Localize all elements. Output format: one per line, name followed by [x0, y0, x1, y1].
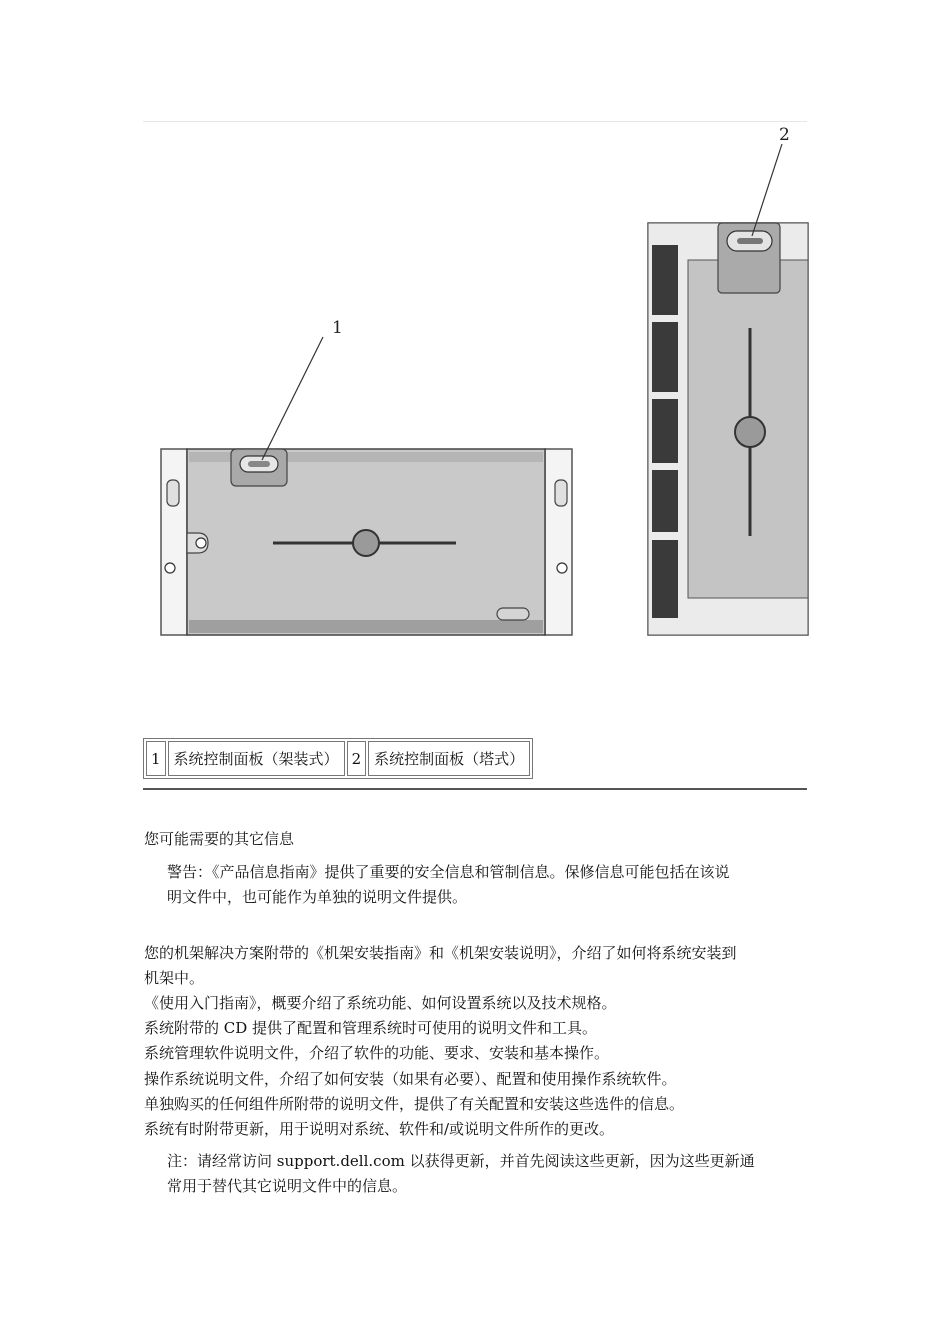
section-title: 您可能需要的其它信息 — [144, 830, 295, 848]
callout-1-label: 1 — [332, 318, 343, 338]
doc-item-systems-management: 系统管理软件说明文件，介绍了软件的功能、要求、安装和基本操作。 — [144, 1044, 610, 1062]
warning-line-1: 警告：《产品信息指南》提供了重要的安全信息和管制信息。保修信息可能包括在该说 — [167, 863, 730, 881]
doc-item-rack-line-2: 机架中。 — [144, 969, 205, 987]
figure-legend-table — [143, 738, 533, 779]
note-line-1: 注：请经常访问 support.dell.com 以获得更新，并首先阅读这些更新，因为这些更新通 — [167, 1152, 755, 1170]
legend-label-1: 系统控制面板（架装式） — [168, 741, 345, 776]
doc-item-getting-started: 《使用入门指南》，概要介绍了系统功能、如何设置系统以及技术规格。 — [144, 994, 617, 1012]
callout-2-label: 2 — [779, 125, 790, 145]
legend-num-1: 1 — [146, 741, 166, 776]
rack-panel-illustration — [161, 337, 572, 635]
warning-line-2: 明文件中，也可能作为单独的说明文件提供。 — [167, 888, 468, 906]
legend-num-2: 2 — [347, 741, 367, 776]
doc-item-rack-line-1: 您的机架解决方案附带的《机架安装指南》和《机架安装说明》，介绍了如何将系统安装到 — [144, 944, 737, 962]
doc-item-cd: 系统附带的 CD 提供了配置和管理系统时可使用的说明文件和工具。 — [144, 1019, 598, 1037]
tower-panel-illustration — [648, 144, 808, 635]
legend-label-2: 系统控制面板（塔式） — [368, 741, 530, 776]
doc-item-updates: 系统有时附带更新，用于说明对系统、软件和/或说明文件所作的更改。 — [144, 1120, 615, 1138]
section-divider — [143, 788, 807, 790]
note-line-2: 常用于替代其它说明文件中的信息。 — [167, 1177, 408, 1195]
legend-row — [146, 741, 530, 776]
doc-item-components: 单独购买的任何组件所附带的说明文件，提供了有关配置和安装这些选件的信息。 — [144, 1095, 685, 1113]
doc-item-os: 操作系统说明文件，介绍了如何安装（如果有必要）、配置和使用操作系统软件。 — [144, 1070, 677, 1088]
